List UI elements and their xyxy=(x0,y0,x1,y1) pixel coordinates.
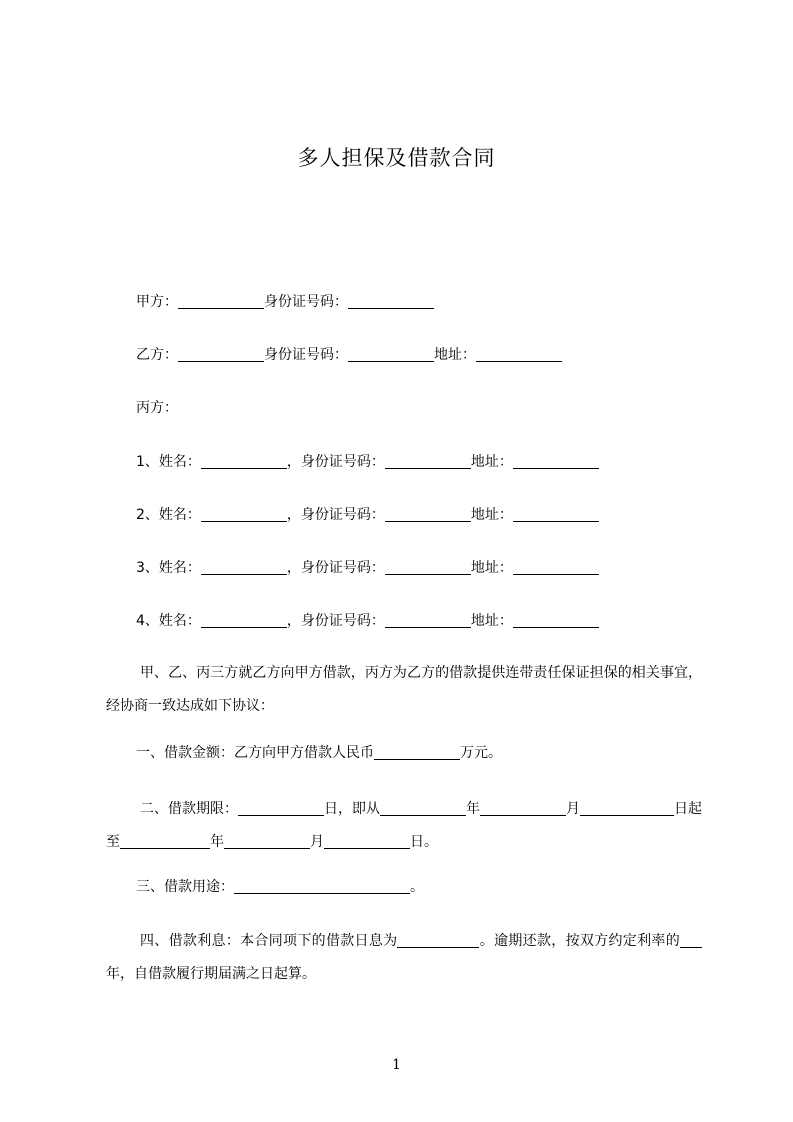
guarantor-row xyxy=(136,611,599,631)
guarantor-id-label: ，身份证号码： xyxy=(286,507,385,523)
party-b-name-blank[interactable] xyxy=(178,346,264,362)
guarantor-addr-label: 地址： xyxy=(470,560,513,576)
guarantor-number: 3、 xyxy=(136,560,159,576)
guarantor-number: 4、 xyxy=(136,613,159,629)
end-day-blank[interactable] xyxy=(324,833,410,849)
party-b-id-blank[interactable] xyxy=(348,346,434,362)
clause-term-text: 日起至 xyxy=(106,801,702,850)
guarantor-name-blank[interactable] xyxy=(201,612,287,628)
party-b-line xyxy=(136,345,562,365)
term-days-blank[interactable] xyxy=(238,800,324,816)
clause-amount-suffix: 万元。 xyxy=(460,745,502,761)
clause-loan-interest xyxy=(106,925,702,991)
clause-loan-term xyxy=(106,793,702,859)
party-c-label: 丙方： xyxy=(136,400,178,416)
clause-purpose-suffix: 。 xyxy=(410,879,424,895)
document-title: 多人担保及借款合同 xyxy=(297,146,496,170)
clause-loan-amount xyxy=(136,743,502,763)
guarantor-name-blank[interactable] xyxy=(201,453,287,469)
guarantor-addr-label: 地址： xyxy=(470,454,513,470)
clause-interest-text: 年，自借款履行期届满之日起算。 xyxy=(106,966,316,982)
party-c-line xyxy=(136,398,178,418)
intro-paragraph: 甲、乙、丙三方就乙方向甲方借款，丙方为乙方的借款提供连带责任保证担保的相关事宜，经协商一致达成如下协议： xyxy=(106,665,702,714)
loan-purpose-blank[interactable] xyxy=(234,878,410,894)
guarantor-id-blank[interactable] xyxy=(385,559,471,575)
party-a-name-blank[interactable] xyxy=(178,293,264,309)
clause-loan-purpose xyxy=(136,877,424,897)
guarantor-addr-label: 地址： xyxy=(470,507,513,523)
overdue-rate-blank[interactable] xyxy=(680,932,702,948)
guarantor-name-blank[interactable] xyxy=(201,506,287,522)
end-month-blank[interactable] xyxy=(224,833,310,849)
guarantor-addr-blank[interactable] xyxy=(513,453,599,469)
party-b-addr-blank[interactable] xyxy=(476,346,562,362)
clause-term-prefix: 二、借款期限： xyxy=(140,801,238,817)
start-day-blank[interactable] xyxy=(580,800,674,816)
clause-term-text: 日。 xyxy=(410,834,438,850)
guarantor-name-label: 姓名： xyxy=(158,454,201,470)
clause-amount-prefix: 一、借款金额：乙方向甲方借款人民币 xyxy=(136,745,374,761)
guarantor-addr-blank[interactable] xyxy=(513,559,599,575)
guarantor-name-label: 姓名： xyxy=(158,507,201,523)
clause-purpose-prefix: 三、借款用途： xyxy=(136,879,234,895)
guarantor-row xyxy=(136,452,599,472)
clause-term-text: 月 xyxy=(310,834,324,850)
guarantor-name-label: 姓名： xyxy=(158,613,201,629)
guarantor-id-blank[interactable] xyxy=(385,453,471,469)
guarantor-id-blank[interactable] xyxy=(385,506,471,522)
guarantor-number: 1、 xyxy=(136,454,159,470)
daily-interest-blank[interactable] xyxy=(397,932,479,948)
clause-interest-text: 。逾期还款，按双方约定利率的 xyxy=(479,933,681,949)
guarantor-id-label: ，身份证号码： xyxy=(286,454,385,470)
guarantor-row xyxy=(136,558,599,578)
clause-term-text: 日，即从 xyxy=(324,801,380,817)
loan-amount-blank[interactable] xyxy=(374,744,460,760)
clause-term-text: 月 xyxy=(566,801,580,817)
clause-interest-prefix: 四、借款利息：本合同项下的借款日息为 xyxy=(140,933,398,949)
party-b-id-label: 身份证号码： xyxy=(264,347,348,363)
guarantor-row xyxy=(136,505,599,525)
start-year-blank[interactable] xyxy=(380,800,466,816)
guarantor-name-blank[interactable] xyxy=(201,559,287,575)
guarantor-addr-label: 地址： xyxy=(470,613,513,629)
party-a-line xyxy=(136,292,434,312)
guarantor-number: 2、 xyxy=(136,507,159,523)
guarantor-id-label: ，身份证号码： xyxy=(286,560,385,576)
guarantor-id-label: ，身份证号码： xyxy=(286,613,385,629)
page-number: 1 xyxy=(392,1057,401,1073)
start-month-blank[interactable] xyxy=(480,800,566,816)
party-a-id-label: 身份证号码： xyxy=(264,294,348,310)
clause-term-text: 年 xyxy=(210,834,224,850)
party-a-label: 甲方： xyxy=(136,294,178,310)
party-b-label: 乙方： xyxy=(136,347,178,363)
party-a-id-blank[interactable] xyxy=(348,293,434,309)
party-b-addr-label: 地址： xyxy=(434,347,476,363)
guarantor-name-label: 姓名： xyxy=(158,560,201,576)
clause-term-text: 年 xyxy=(466,801,480,817)
guarantor-addr-blank[interactable] xyxy=(513,506,599,522)
guarantor-id-blank[interactable] xyxy=(385,612,471,628)
end-year-blank[interactable] xyxy=(120,833,210,849)
guarantor-addr-blank[interactable] xyxy=(513,612,599,628)
